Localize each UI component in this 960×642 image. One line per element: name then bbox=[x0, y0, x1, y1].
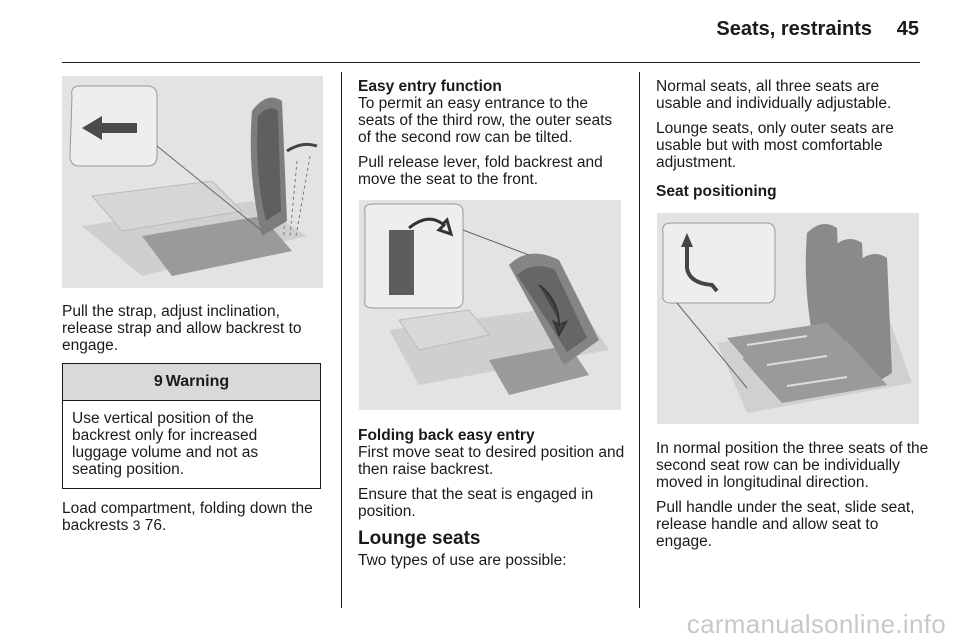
page-reference-icon: 3 bbox=[132, 517, 141, 533]
folding-back-heading: Folding back easy entry bbox=[358, 427, 535, 444]
warning-icon: 9 bbox=[153, 373, 163, 390]
easy-entry-paragraph-1: To permit an easy entrance to the seats of the third row, the outer seats of the second row can be tilted. bbox=[358, 95, 613, 146]
folding-back-paragraph-1: First move seat to desired position and then raise backrest. bbox=[358, 444, 625, 478]
col2-text-bottom bbox=[358, 427, 633, 577]
normal-seats-paragraph: Normal seats, all three seats are usable and individually adjustable. bbox=[656, 78, 892, 112]
folding-back-paragraph-2: Ensure that the seat is engaged in position. bbox=[358, 486, 594, 520]
warning-text: Use vertical position of the backrest only for increased luggage volume and not as seating position. bbox=[72, 410, 259, 478]
seat-positioning-heading: Seat positioning bbox=[656, 183, 777, 200]
seat-positioning-paragraph-1: In normal position the three seats of the second seat row can be individually moved in longitudinal direction. bbox=[656, 440, 929, 491]
col3-text-bottom bbox=[656, 440, 931, 558]
reference-text: Load compartment, folding down the backrests bbox=[62, 500, 313, 534]
col1-text-top bbox=[62, 303, 327, 362]
col1-reference bbox=[62, 500, 327, 542]
seat-easy-entry-illustration bbox=[359, 200, 621, 410]
column-divider-1 bbox=[341, 72, 342, 608]
reference-page-link[interactable]: 76. bbox=[144, 517, 167, 534]
easy-entry-heading: Easy entry function bbox=[358, 78, 502, 95]
page-number: 45 bbox=[896, 18, 919, 40]
strap-instruction-paragraph: Pull the strap, adjust inclination, release strap and allow backrest to engage. bbox=[62, 303, 302, 354]
page-header-title: Seats, restraints bbox=[716, 18, 872, 40]
seat-backrest-strap-illustration bbox=[62, 76, 323, 288]
header-divider bbox=[62, 62, 920, 63]
easy-entry-paragraph-2: Pull release lever, fold backrest and move the seat to the front. bbox=[358, 154, 603, 188]
col2-text-top bbox=[358, 78, 628, 196]
column-divider-2 bbox=[639, 72, 640, 608]
warning-header bbox=[63, 364, 320, 401]
col3-text-top bbox=[656, 78, 926, 200]
seat-positioning-illustration bbox=[657, 213, 919, 424]
warning-box bbox=[62, 363, 321, 489]
seat-positioning-paragraph-2: Pull handle under the seat, slide seat, release handle and allow seat to engage. bbox=[656, 499, 915, 550]
watermark: carmanualsonline.info bbox=[686, 609, 946, 639]
lounge-seats-paragraph: Two types of use are possible: bbox=[358, 552, 567, 569]
warning-title: Warning bbox=[165, 373, 230, 390]
lounge-seats-heading: Lounge seats bbox=[358, 528, 481, 549]
lounge-seats-description: Lounge seats, only outer seats are usable but with most comfortable adjustment. bbox=[656, 120, 894, 171]
